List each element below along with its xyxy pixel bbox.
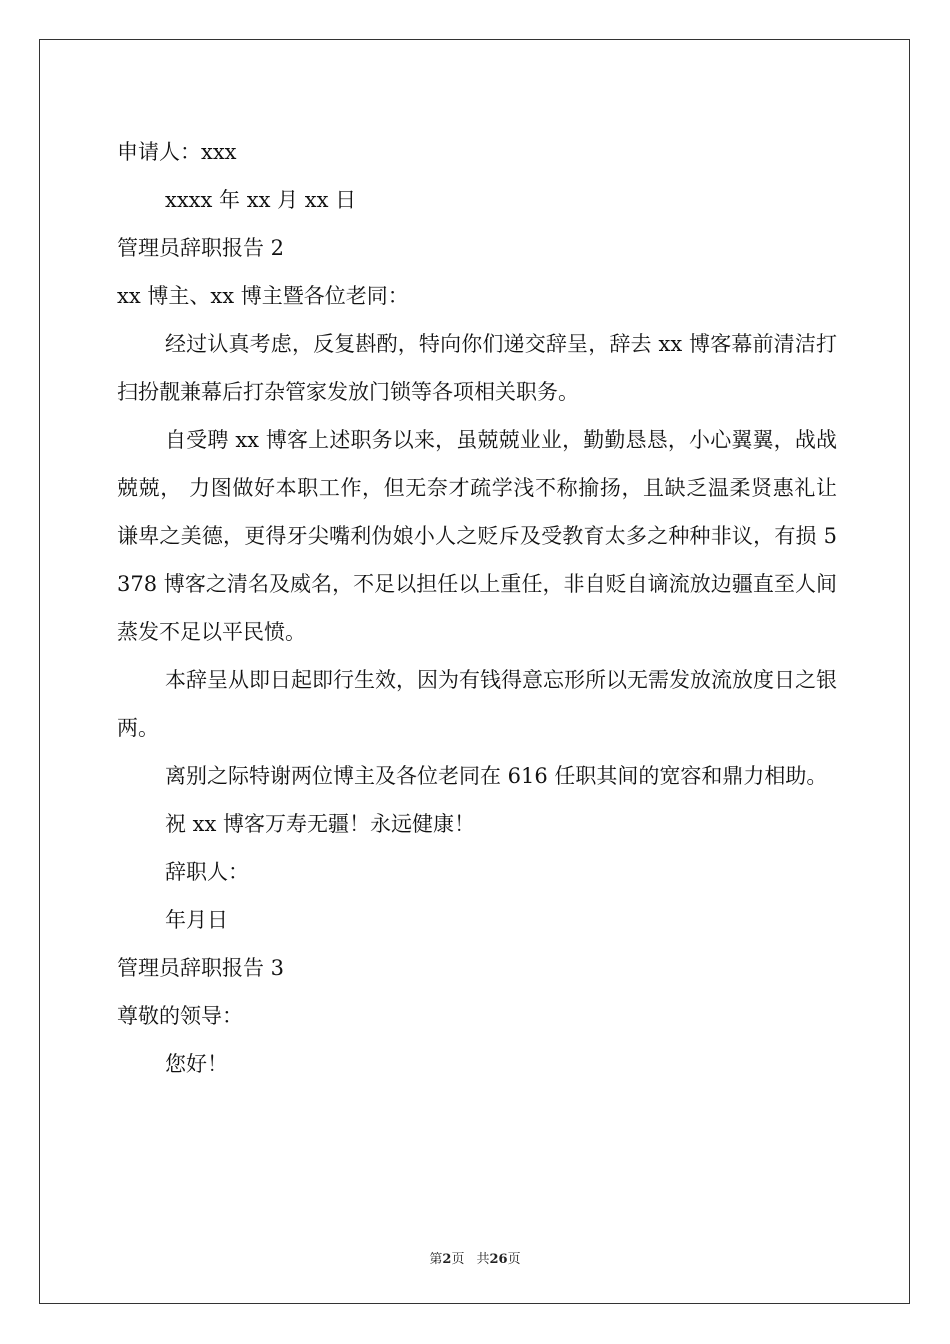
wish-line: 祝 xx 博客万寿无疆！永远健康！: [165, 812, 476, 836]
footer-total-prefix: 共: [476, 1252, 490, 1267]
salutation-3: 尊敬的领导：: [117, 1004, 243, 1028]
greeting-line: 您好！: [165, 1052, 228, 1076]
date-placeholder-line: 年月日: [165, 908, 228, 932]
footer-total-suffix: 页: [507, 1252, 521, 1267]
footer-prefix: 第: [429, 1252, 443, 1267]
section-heading-3: 管理员辞职报告 3: [117, 956, 285, 980]
paragraph-3: 本辞呈从即日起即行生效，因为有钱得意忘形所以无需发放流放度日之银两。: [117, 668, 837, 740]
salutation-2: xx 博主、xx 博主暨各位老同：: [117, 284, 409, 308]
page-footer: [0, 1248, 950, 1267]
footer-page-suffix: 页: [451, 1252, 465, 1267]
total-pages: 26: [489, 1252, 508, 1267]
document-body: [117, 128, 837, 1088]
paragraph-1: 经过认真考虑，反复斟酌，特向你们递交辞呈，辞去 xx 博客幕前清洁打扫扮靓兼幕后打杂管家发放门锁等各项相关职务。: [117, 332, 837, 404]
resigner-line: 辞职人：: [165, 860, 249, 884]
paragraph-2: 自受聘 xx 博客上述职务以来，虽兢兢业业，勤勤恳恳，小心翼翼，战战兢兢， 力图做好本职工作，但无奈才疏学浅不称揄扬，且缺乏温柔贤惠礼让谦卑之美德，更得牙尖嘴利伪娘小人之贬斥及受教育太多之种种非议，有损 5378 博客之清名及威名，不足以担任以上重任，非自贬自谪流放边疆直至人间蒸发不足以平民愤。: [117, 428, 837, 644]
section-heading-2: 管理员辞职报告 2: [117, 236, 285, 260]
current-page-number: 2: [442, 1252, 452, 1267]
paragraph-4: 离别之际特谢两位博主及各位老同在 616 任职其间的宽容和鼎力相助。: [165, 764, 828, 788]
date-line: xxxx 年 xx 月 xx 日: [165, 188, 357, 212]
applicant-line: 申请人：xxx: [117, 140, 237, 164]
